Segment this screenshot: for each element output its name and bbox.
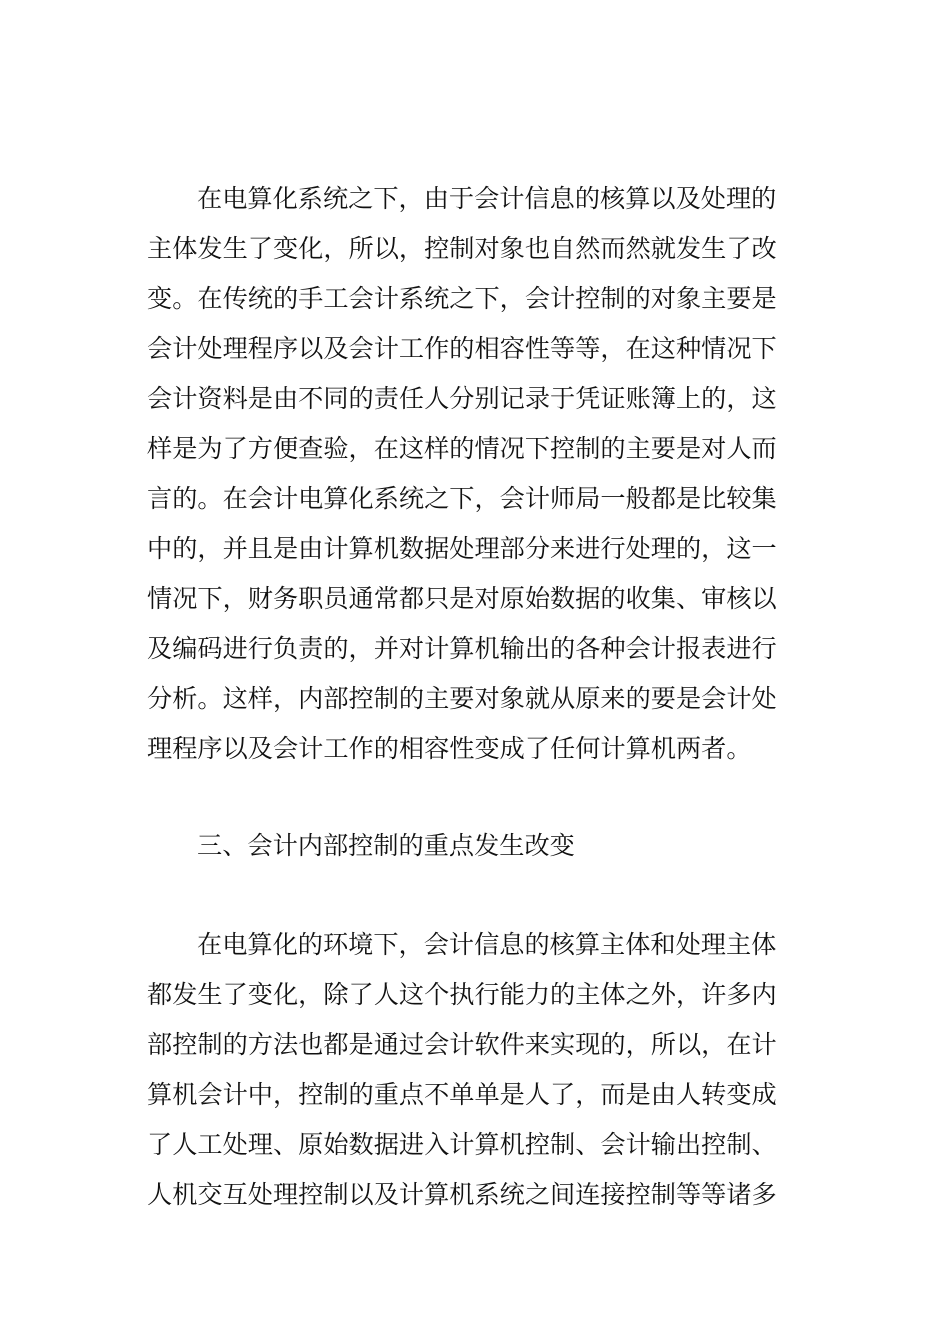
- paragraph-line: 分析。这样，内部控制的主要对象就从原来的要是会计处: [147, 684, 777, 713]
- paragraph-line: 中的，并且是由计算机数据处理部分来进行处理的，这一: [147, 534, 777, 563]
- paragraph-line: 会计资料是由不同的责任人分别记录于凭证账簿上的，这: [147, 384, 777, 413]
- paragraph-line: 在电算化系统之下，由于会计信息的核算以及处理的: [197, 184, 777, 213]
- paragraph-line: 样是为了方便查验，在这样的情况下控制的主要是对人而: [147, 434, 777, 463]
- paragraph-line: 理程序以及会计工作的相容性变成了任何计算机两者。: [147, 734, 752, 763]
- paragraph-line: 部控制的方法也都是通过会计软件来实现的，所以，在计: [147, 1030, 777, 1059]
- section-heading: 三、会计内部控制的重点发生改变: [197, 831, 575, 860]
- paragraph-line: 在电算化的环境下，会计信息的核算主体和处理主体: [197, 930, 777, 959]
- paragraph-line: 变。在传统的手工会计系统之下，会计控制的对象主要是: [147, 284, 777, 313]
- paragraph-line: 言的。在会计电算化系统之下，会计师局一般都是比较集: [147, 484, 777, 513]
- paragraph-line: 会计处理程序以及会计工作的相容性等等，在这种情况下: [147, 334, 777, 363]
- paragraph-line: 情况下，财务职员通常都只是对原始数据的收集、审核以: [147, 584, 777, 613]
- paragraph-line: 及编码进行负责的，并对计算机输出的各种会计报表进行: [147, 634, 777, 663]
- paragraph-line: 人机交互处理控制以及计算机系统之间连接控制等等诸多: [147, 1180, 777, 1209]
- paragraph-line: 了人工处理、原始数据进入计算机控制、会计输出控制、: [147, 1130, 777, 1159]
- paragraph-line: 主体发生了变化，所以，控制对象也自然而然就发生了改: [147, 234, 777, 263]
- paragraph-line: 都发生了变化，除了人这个执行能力的主体之外，许多内: [147, 980, 777, 1009]
- paragraph-line: 算机会计中，控制的重点不单单是人了，而是由人转变成: [147, 1080, 777, 1109]
